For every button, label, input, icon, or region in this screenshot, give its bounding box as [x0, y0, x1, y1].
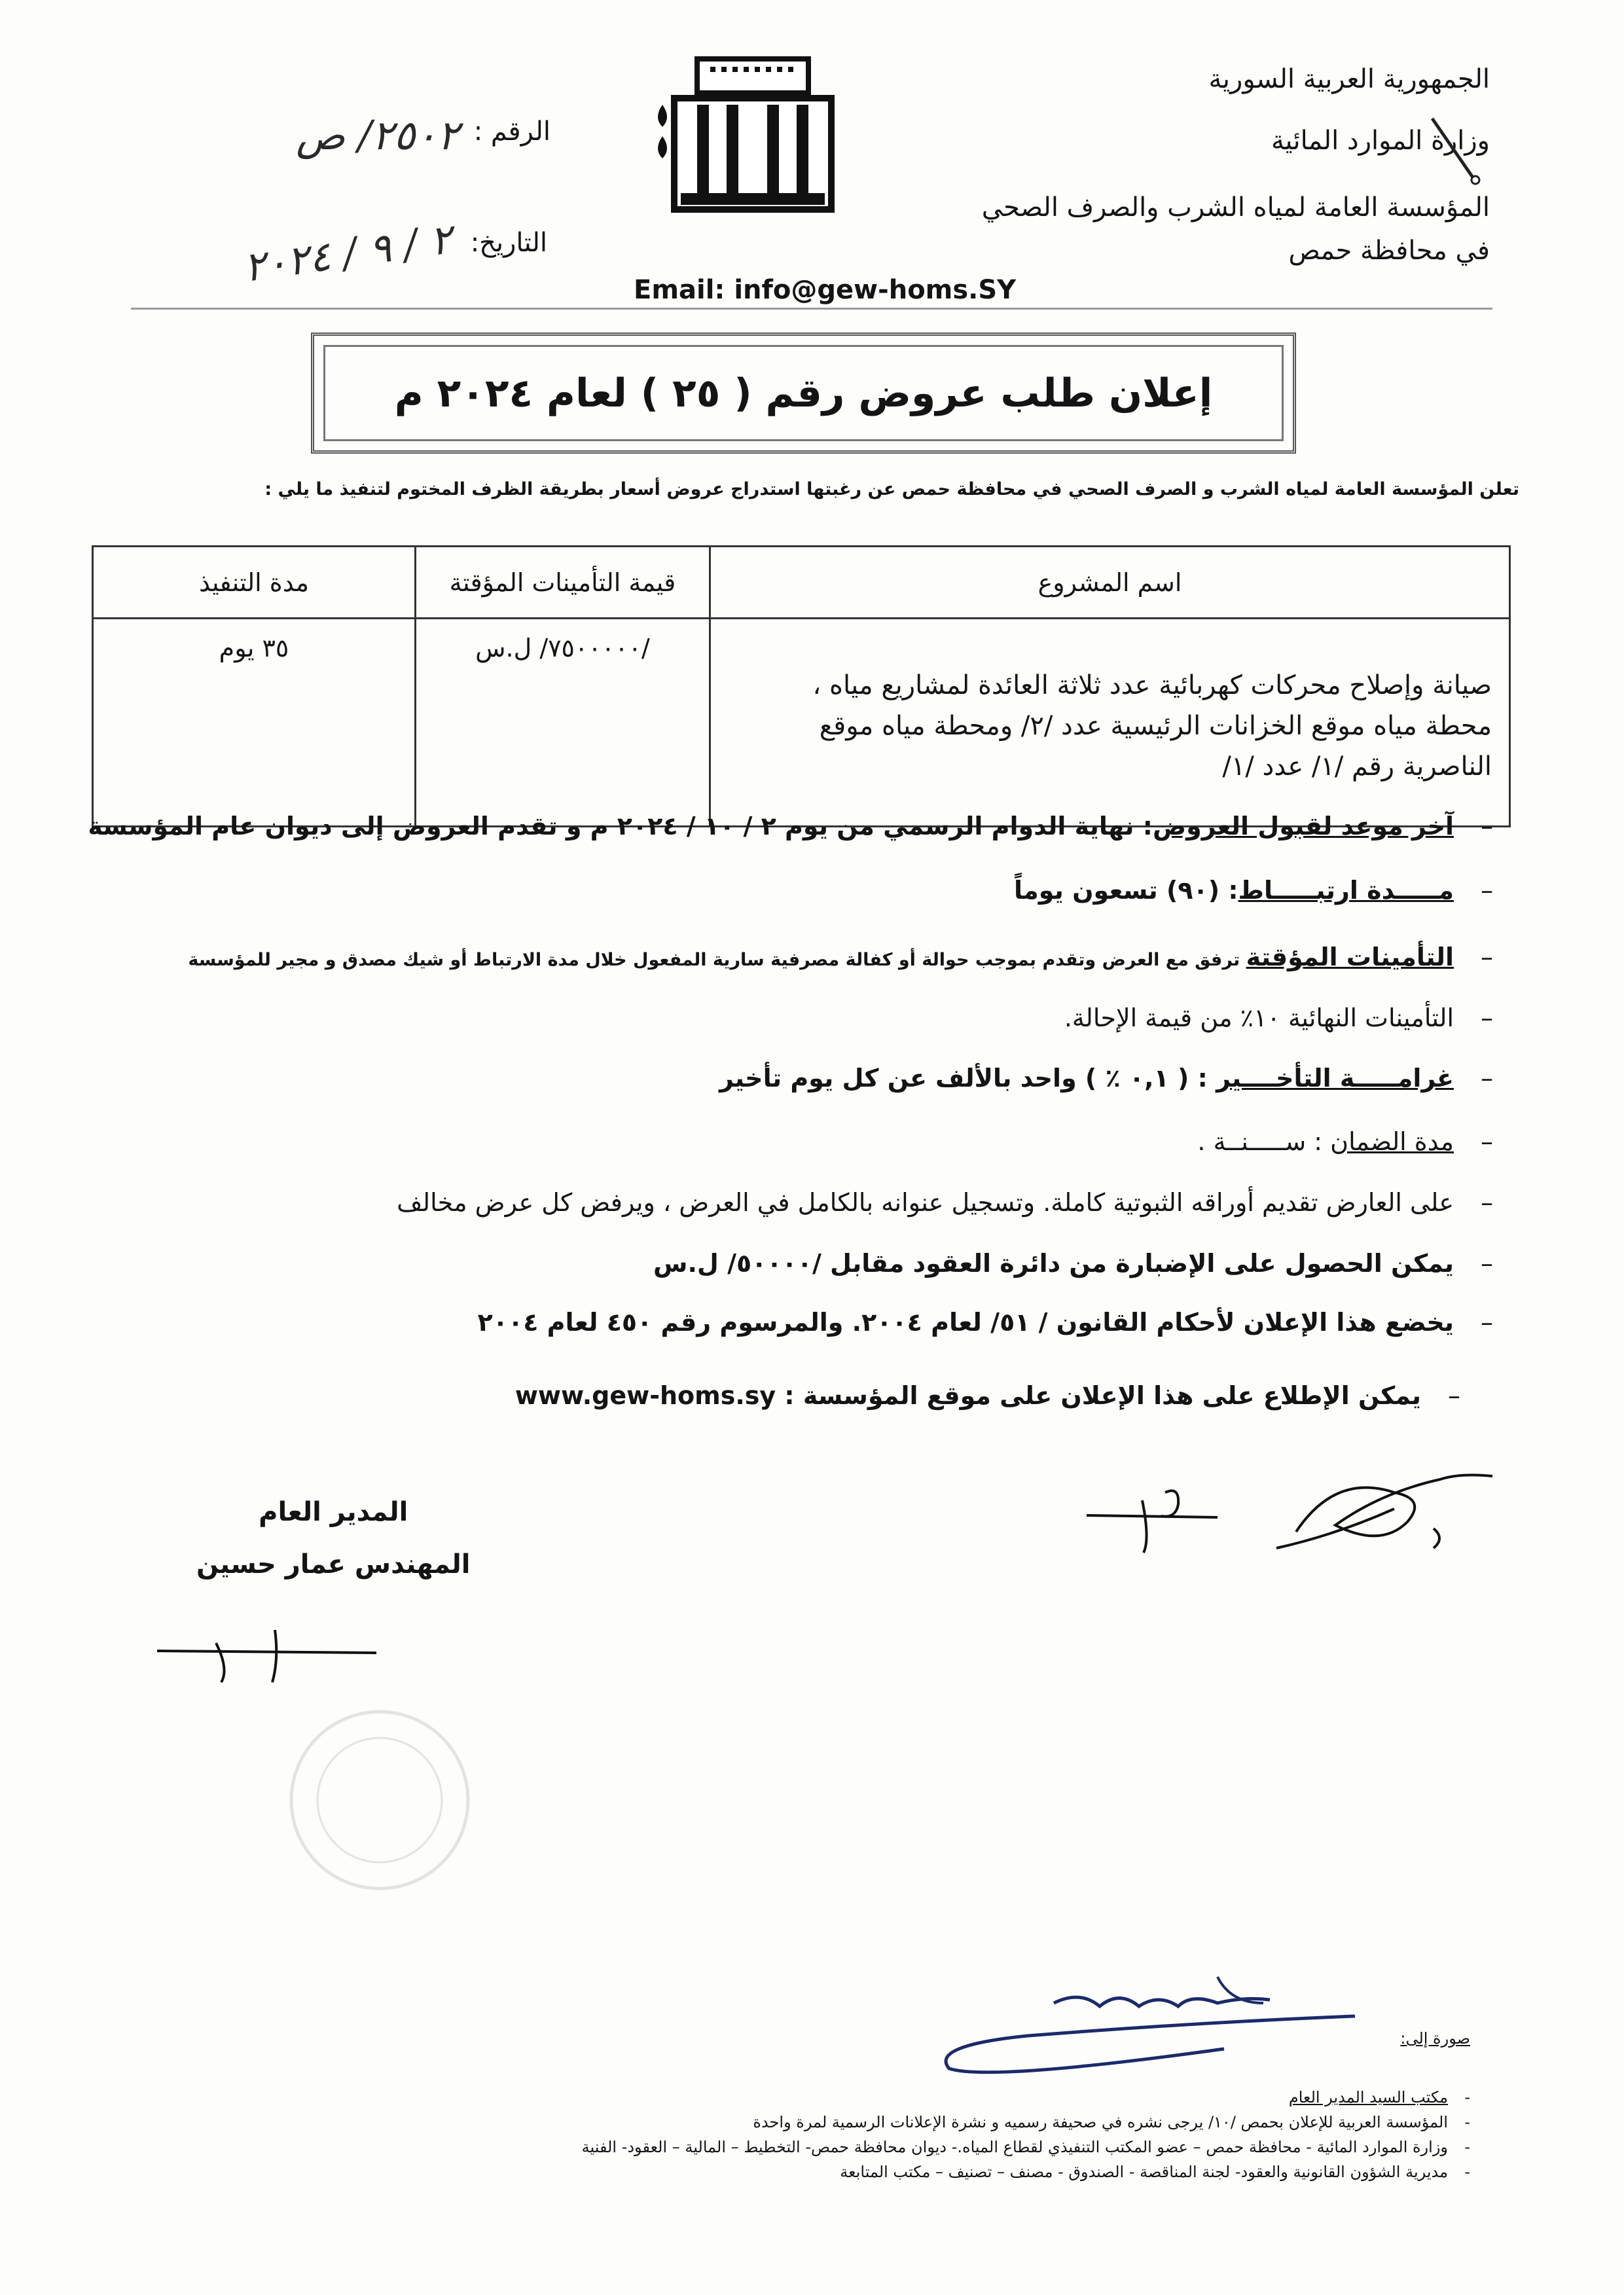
condition-file-fee: [653, 1249, 1493, 1278]
number-label: الرقم :: [473, 117, 550, 147]
email-address: Email: info@gew-homs.SY: [634, 275, 1017, 305]
republic-name: الجمهورية العربية السورية: [1208, 64, 1490, 94]
condition-final-deposit: [1064, 1003, 1493, 1032]
duration-cell: ٣٥ يوم: [93, 619, 416, 827]
condition-text: ترفق مع العرض وتقدم بموجب حوالة أو كفالة مصرفية سارية المفعول خلال مدة الارتباط أو شيك مصدق و مجير للمؤسسة: [188, 950, 1246, 970]
establishment-name: المؤسسة العامة لمياه الشرب والصرف الصحي: [981, 192, 1490, 223]
copy-item: - مكتب السيد المدير العام: [582, 2085, 1470, 2110]
condition-text: : ســـــنــة .: [1197, 1127, 1331, 1156]
handwritten-signature: [1080, 1447, 1506, 1571]
header-right: [982, 62, 1490, 268]
condition-text: التأمينات النهائية ١٠٪ من قيمة الإحالة.: [1064, 1003, 1454, 1032]
condition-text: يمكن الإطلاع على هذا الإعلان على موقع المؤسسة : www.gew-homs.sy: [514, 1381, 1421, 1410]
number-value: ٢٥٠٢/ ص: [296, 111, 459, 159]
project-name-cell: [710, 619, 1510, 827]
pen-stroke-mark: [1427, 115, 1486, 187]
copy-item: - المؤسسة العربية للإعلان بحمص /١٠/ يرجى نشره في صحيفة رسميه و نشرة الإعلانات الرسمية لمرة واحدة: [582, 2110, 1470, 2135]
header-divider: [131, 308, 1492, 310]
condition-text: : نهاية الدوام الرسمي من يوم ٢ / ١٠ / ٢٠٢٤ م و تقدم العروض إلى ديوان عام المؤسسة: [88, 812, 1153, 840]
announcement-title: إعلان طلب عروض رقم ( ٢٥ ) لعام ٢٠٢٤ م: [394, 370, 1213, 416]
deposit-cell: /٧٥٠٠٠٠٠/ ل.س: [416, 619, 710, 827]
condition-website: [515, 1381, 1460, 1410]
condition-label: غرامـــــة التأخــــير: [1216, 1064, 1454, 1093]
copies-heading: صورة إلى:: [1400, 2029, 1470, 2048]
intro-paragraph: تعلن المؤسسة العامة لمياه الشرب و الصرف الصحي في محافظة حمص عن رغبتها استدراج عروض أسعار بطريقة الظرف المختوم لتنفيذ ما يلي :: [264, 479, 1519, 499]
condition-text: يمكن الحصول على الإضبارة من دائرة العقود مقابل /٥٠٠٠٠/ ل.س: [653, 1249, 1454, 1278]
condition-label: مـــــدة ارتبـــــاط: [1238, 876, 1454, 905]
signatory-title: المدير العام: [259, 1497, 408, 1527]
project-line-3: الناصرية رقم /١/ عدد /١/: [1222, 751, 1492, 782]
condition-warranty: [1197, 1127, 1493, 1156]
condition-delay-fine: [719, 1064, 1493, 1093]
condition-text: يخضع هذا الإعلان لأحكام القانون / ٥١/ لعام ٢٠٠٤. والمرسوم رقم ٤٥٠ لعام ٢٠٠٤: [477, 1308, 1454, 1337]
project-table: [92, 545, 1511, 827]
condition-law: [478, 1308, 1493, 1337]
blue-signature: [943, 1964, 1375, 2082]
table-row: [93, 619, 1510, 827]
copy-item: - مديرية الشؤون القانونية والعقود- لجنة المناقصة - الصندوق - مصنف – تصنيف – مكتب المتابعة: [582, 2159, 1470, 2184]
official-stamp: [281, 1702, 478, 1898]
date-value: ٢ / ٩ / ٢٠٢٤: [240, 215, 455, 291]
condition-temp-deposit: [188, 943, 1493, 971]
condition-text: : ( ٠,١ ٪ ) واحد بالألف عن كل يوم تأخير: [719, 1064, 1217, 1093]
establishment-logo: [648, 52, 857, 216]
table-header-row: [93, 547, 1510, 619]
condition-text: على العارض تقديم أوراقه الثبوتية كاملة. وتسجيل عنوانه بالكامل في العرض ، ويرفض كل عرض مخالف: [397, 1188, 1454, 1217]
header-project-name: اسم المشروع: [710, 547, 1510, 619]
condition-deadline: [88, 812, 1493, 840]
ministry-name: وزارة الموارد المائية: [1271, 126, 1490, 156]
project-line-2: محطة مياه موقع الخزانات الرئيسية عدد /٢/ ومحطة مياه موقع: [819, 711, 1492, 741]
condition-label: آخر موعد لقبول العروض: [1152, 812, 1454, 840]
condition-documents: [397, 1188, 1493, 1217]
header-duration: مدة التنفيذ: [93, 547, 416, 619]
signature-block: [196, 1486, 470, 1591]
condition-binding-period: [1014, 876, 1493, 905]
director-signature: [154, 1617, 389, 1689]
copies-list: [582, 2085, 1470, 2184]
project-line-1: صيانة وإصلاح محركات كهربائية عدد ثلاثة العائدة لمشاريع مياه ،: [812, 670, 1492, 700]
condition-label: مدة الضمان: [1330, 1127, 1454, 1156]
date-label: التاريخ:: [470, 228, 547, 258]
governorate-name: في محافظة حمص: [1288, 236, 1490, 266]
condition-label: التأمينات المؤقتة: [1246, 943, 1454, 971]
copy-item: - وزارة الموارد المائية - محافظة حمص – عضو المكتب التنفيذي لقطاع المياه.- ديوان محافظة حمص- التخطيط – المالية – العقود- الفنية: [582, 2135, 1470, 2159]
header-deposit: قيمة التأمينات المؤقتة: [416, 547, 710, 619]
signatory-name: المهندس عمار حسين: [196, 1549, 471, 1580]
condition-text: : (٩٠) تسعون يوماً: [1014, 876, 1238, 905]
announcement-title-box: [311, 333, 1296, 454]
